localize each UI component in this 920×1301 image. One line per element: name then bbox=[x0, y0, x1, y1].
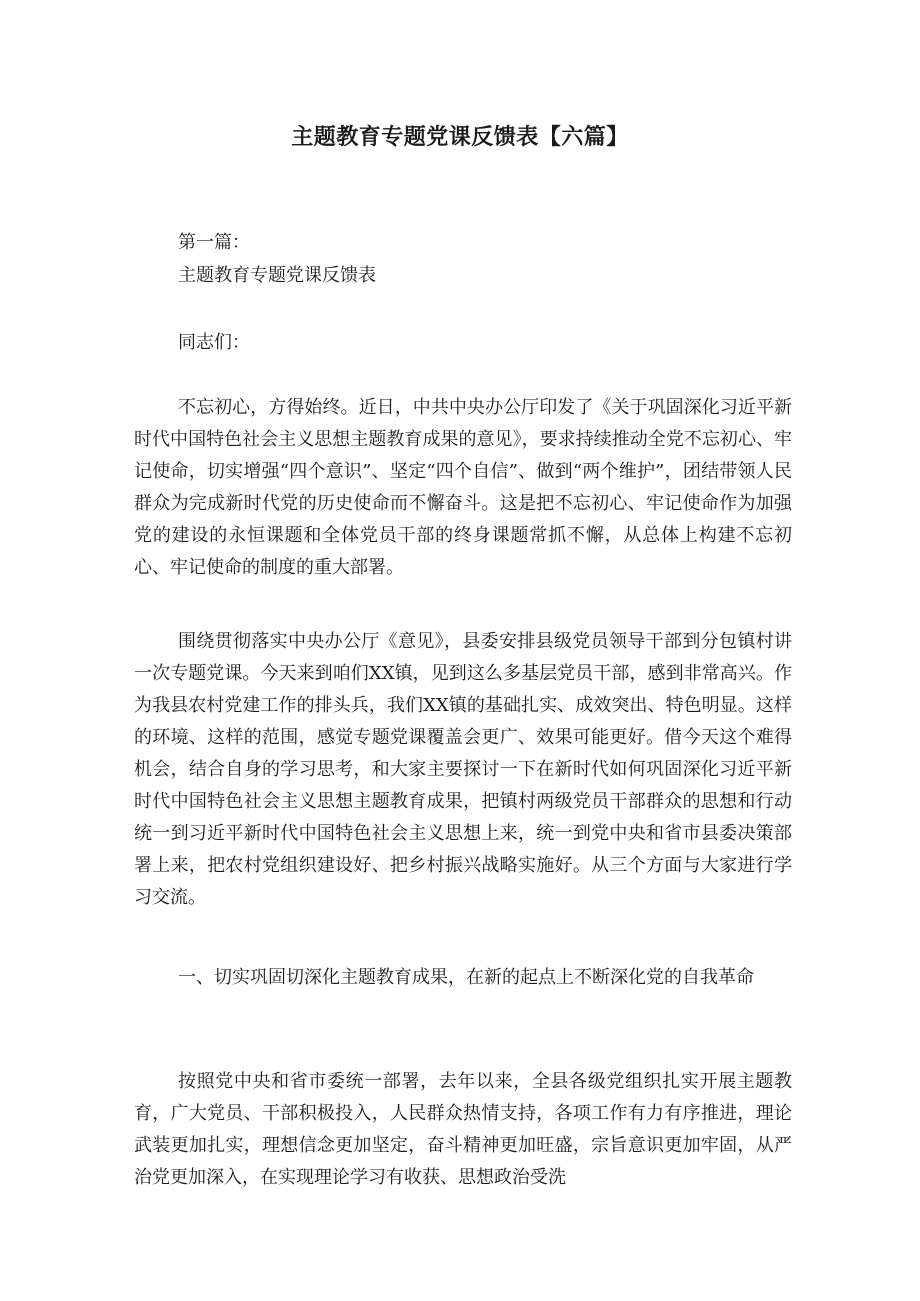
paragraph-3: 按照党中央和省市委统一部署，去年以来，全县各级党组织扎实开展主题教育，广大党员、干部积极投入，人民群众热情支持，各项工作有力有序推进，理论武装更加扎实，理想信念更加坚定，奋斗精神更加旺盛，宗旨意识更加牢固，从严治党更加深入，在实现理论学习有收获、思想政治受洗 bbox=[134, 1071, 792, 1188]
salutation: 同志们： bbox=[178, 332, 250, 353]
section-title: 主题教育专题党课反馈表 bbox=[178, 265, 376, 286]
section-heading-1: 一、切实巩固切深化主题教育成果，在新的起点上不断深化党的自我革命 bbox=[178, 967, 754, 988]
section-label: 第一篇： bbox=[178, 232, 250, 253]
paragraph-1: 不忘初心，方得始终。近日，中共中央办公厅印发了《关于巩固深化习近平新时代中国特色社会主义思想主题教育成果的意见》，要求持续推动全党不忘初心、牢记使命，切实增强“四个意识”、坚定“四个自信”、做到“两个维护”，团结带领人民群众为完成新时代党的历史使命而不懈奋斗。这是把不忘初心、牢记使命作为加强党的建设的永恒课题和全体党员干部的终身课题常抓不懈，从总体上构建不忘初心、牢记使命的制度的重大部署。 bbox=[134, 397, 792, 578]
paragraph-2: 围绕贯彻落实中央办公厅《意见》，县委安排县级党员领导干部到分包镇村讲一次专题党课。今天来到咱们XX镇，见到这么多基层党员干部，感到非常高兴。作为我县农村党建工作的排头兵，我们XX镇的基础扎实、成效突出、特色明显。这样的环境、这样的范围，感觉专题党课覆盖会更广、效果可能更好。借今天这个难得机会，结合自身的学习思考，和大家主要探讨一下在新时代如何巩固深化习近平新时代中国特色社会主义思想主题教育成果，把镇村两级党员干部群众的思想和行动统一到习近平新时代中国特色社会主义思想上来，统一到党中央和省市县委决策部署上来，把农村党组织建设好、把乡村振兴战略实施好。从三个方面与大家进行学习交流。 bbox=[134, 631, 792, 908]
document-title: 主题教育专题党课反馈表【六篇】 bbox=[291, 125, 629, 150]
